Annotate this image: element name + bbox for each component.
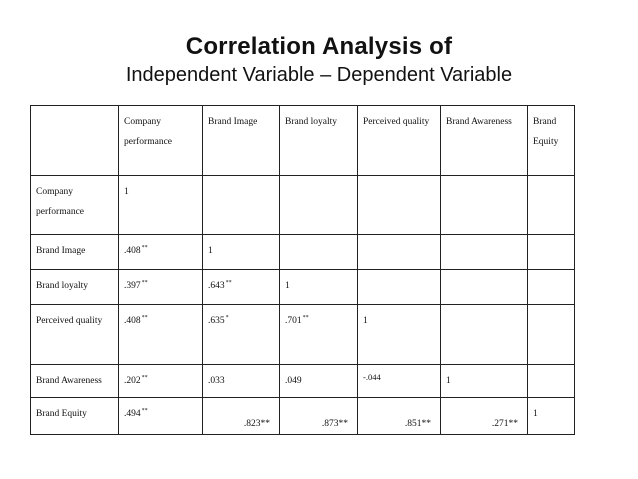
correlation-table [30, 105, 575, 435]
row-label-brand-awareness: Brand Awareness [31, 365, 119, 398]
table-cell [358, 398, 441, 435]
table-cell [119, 365, 203, 398]
table-cell [119, 176, 203, 235]
row-label-company-performance: Company performance [31, 176, 119, 235]
table-cell [528, 176, 575, 235]
column-header-brand-awareness: Brand Awareness [441, 106, 528, 176]
significance-marker: ** [141, 280, 148, 286]
significance-marker: ** [141, 408, 148, 414]
cell-value: 1 [533, 409, 538, 419]
table-cell [358, 365, 441, 398]
significance-marker: ** [141, 375, 148, 381]
table-cell [441, 305, 528, 365]
table-cell [358, 235, 441, 270]
significance-marker: ** [302, 315, 309, 321]
cell-value: .873** [321, 419, 348, 429]
table-row [31, 365, 575, 398]
table-cell [280, 365, 358, 398]
table-cell [528, 305, 575, 365]
significance-marker: * [225, 315, 229, 321]
table-cell [119, 305, 203, 365]
table-row [31, 176, 575, 235]
column-header-perceived-quality: Perceived quality [358, 106, 441, 176]
significance-marker: ** [141, 315, 148, 321]
table-cell [441, 235, 528, 270]
table-cell [528, 365, 575, 398]
table-cell [280, 270, 358, 305]
table-cell [203, 305, 280, 365]
table-row [31, 235, 575, 270]
significance-marker: ** [225, 280, 232, 286]
table-cell [280, 398, 358, 435]
table-cell [280, 235, 358, 270]
cell-value: -.044 [363, 372, 381, 382]
header-cell-empty [31, 106, 119, 176]
table-cell [528, 398, 575, 435]
table-cell [119, 398, 203, 435]
table-cell [203, 235, 280, 270]
page-subtitle: Independent Variable – Dependent Variable [125, 64, 513, 86]
table-cell [203, 176, 280, 235]
cell-value: .635 [208, 316, 225, 326]
table-cell [528, 270, 575, 305]
table-cell [358, 270, 441, 305]
table-cell [441, 365, 528, 398]
table-cell [203, 270, 280, 305]
cell-value: 1 [446, 376, 451, 386]
table-cell [280, 305, 358, 365]
column-header-company-performance: Company performance [119, 106, 203, 176]
cell-value: .271** [491, 419, 518, 429]
table-cell [203, 365, 280, 398]
cell-value: .202 [124, 376, 141, 386]
page-title: Correlation Analysis of [185, 33, 453, 60]
table-row [31, 398, 575, 435]
cell-value: .643 [208, 281, 225, 291]
table-cell [441, 176, 528, 235]
cell-value: 1 [208, 246, 213, 256]
cell-value: 1 [285, 281, 290, 291]
significance-marker: ** [141, 245, 148, 251]
cell-value: .408 [124, 246, 141, 256]
column-header-brand-equity: Brand Equity [528, 106, 575, 176]
cell-value: .851** [404, 419, 431, 429]
row-label-brand-image: Brand Image [31, 235, 119, 270]
cell-value: .033 [208, 376, 225, 386]
table-cell [119, 235, 203, 270]
column-header-brand-loyalty: Brand loyalty [280, 106, 358, 176]
cell-value: 1 [124, 187, 129, 197]
cell-value: .397 [124, 281, 141, 291]
column-header-brand-image: Brand Image [203, 106, 280, 176]
table-cell [358, 305, 441, 365]
table-row [31, 305, 575, 365]
table-cell [441, 270, 528, 305]
cell-value: .049 [285, 376, 302, 386]
table-cell [528, 235, 575, 270]
table-header-row [31, 106, 575, 176]
table-cell [441, 398, 528, 435]
cell-value: .408 [124, 316, 141, 326]
row-label-brand-loyalty: Brand loyalty [31, 270, 119, 305]
row-label-perceived-quality: Perceived quality [31, 305, 119, 365]
table-row [31, 270, 575, 305]
cell-value: 1 [363, 316, 368, 326]
cell-value: .494 [124, 409, 141, 419]
table-cell [280, 176, 358, 235]
table-cell [358, 176, 441, 235]
cell-value: .823** [243, 419, 270, 429]
row-label-brand-equity: Brand Equity [31, 398, 119, 435]
cell-value: .701 [285, 316, 302, 326]
table-cell [119, 270, 203, 305]
table-cell [203, 398, 280, 435]
